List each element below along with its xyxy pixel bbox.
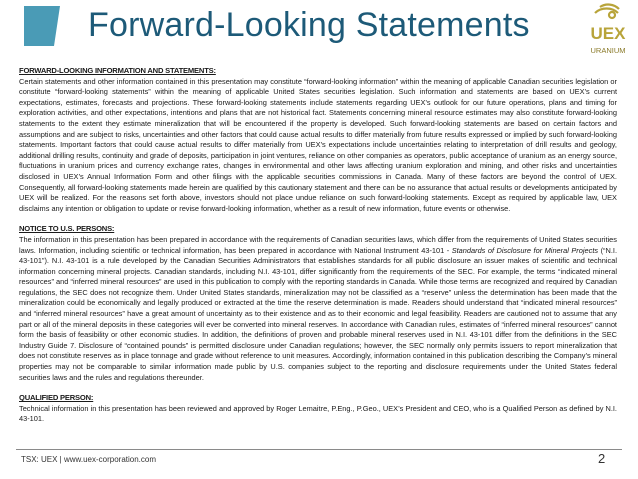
ni-43-101-title: Standards of Disclosure for Mineral Projects bbox=[451, 245, 599, 255]
footer-text: TSX: UEX | www.uex-corporation.com bbox=[21, 455, 157, 464]
section-heading-forward-looking: FORWARD-LOOKING INFORMATION AND STATEMENTS: bbox=[19, 66, 216, 75]
svg-text:UEX: UEX bbox=[590, 24, 626, 43]
section-heading-qualified-person: QUALIFIED PERSON: bbox=[19, 393, 94, 403]
disclaimer-body bbox=[19, 66, 617, 425]
slide-title: Forward-Looking Statements bbox=[88, 6, 530, 44]
page-number: 2 bbox=[598, 451, 606, 466]
us-persons-paragraph bbox=[19, 235, 617, 383]
us-persons-intro: The information in this presentation has been prepared in accordance with the requirements of Canadian securities laws, which differ from the requirements of United States securities laws. Information, including scientific or technical information, has been prepared in accordance with National Instrument 43-101 - bbox=[19, 234, 617, 255]
title-accent-bar bbox=[24, 6, 60, 46]
uex-logo bbox=[586, 1, 630, 63]
us-persons-rest: (“N.I. 43-101”). N.I. 43-101 is a rule developed by the Canadian Securities Administrators that establishes standards for all public disclosure an issuer makes of scientific and technical information concerning mineral projects. Canadian standards, including N.I. 43-101, differ significantly from the requirements of the SEC. For example, the terms “indicated mineral resources” and “inferred mineral resources” are used in this publication to comply with the reporting standards in Canada. While those terms are recognized and required by Canadian regulations, the SEC does not recognize them. Under United States standards, mineralization may not be classified as a “reserve” unless the determination has been made that the mineralization could be economically and legally produced or extracted at the time the reserve determination is made. Readers should understand that “indicated mineral resources” and “inferred mineral resources” have a great amount of uncertainty as to their existence and as to their economic and legal feasibility. Readers are cautioned not to assume that any part or all of the mineral deposits in these categories will ever be converted into mineral reserves. In accordance with Canadian rules, estimates of “inferred mineral resources” cannot form the basis of feasibility or other economic studies. In addition, the definitions of proven and probable mineral reserves used in N.I. 43-101 differ from the definitions in the SEC Industry Guide 7. Disclosure of “contained pounds” is permitted disclosure under Canadian regulations; however, the SEC normally only permits issuers to report mineralization that does not constitute reserves as in place tonnage and grade without reference to unit measures. Accordingly, information contained in this publication describing the Company’s mineral properties may not be comparable to similar information made public by U.S. companies subject to the reporting and disclosure requirements under the United States federal securities laws and the rules and regulations thereunder. bbox=[19, 245, 617, 382]
section-heading-us-persons: NOTICE TO U.S. PERSONS: bbox=[19, 224, 115, 234]
forward-looking-paragraph: Certain statements and other information contained in this presentation may constitute “forward-looking information” within the meaning of applicable Canadian securities legislation or constitute “forward-looking statements” within the meaning of applicable United States securities legislation. Such information and statements are based on UEX’s current expectations, estimates, forecasts and projections. These forward-looking statements include statements regarding UEX’s outlook for our future operations, plans and timing for exploration activities, and other expectations, intentions and plans that are not historical fact. Statements concerning mineral resource estimates may also constitute forward-looking statements to the extent they estimate mineralization that will be encountered if the property is developed. Such forward-looking statements are based on certain factors and assumptions and are subject to risks, uncertainties and other factors that could cause actual results to differ materially from future results expressed or implied by such forward-looking statements. Important factors that could cause actual results to differ materially from UEX’s expectations include uncertainties relating to interpretation of drill results and geology, additional drilling results, continuity and grade of deposits, participation in joint ventures, reliance on other companies as operators, public acceptance of uranium as an energy source, fluctuations in uranium prices and currency exchange rates, changes in environmental and other laws affecting uranium exploration and mining, and other risks and uncertainties disclosed in UEX’s Annual Information Form and other filings with the applicable securities commissions in Canada. Many of these factors are beyond the control of UEX. Consequently, all forward-looking statements made herein are qualified by this cautionary statement and there can be no assurance that actual results or developments anticipated by UEX will be realized. For the reasons set forth above, investors should not place undue reliance on such forward-looking statements. Except as required by applicable law, UEX disclaims any intention or obligation to update or revise forward-looking information, whether as a result of new information, future events or otherwise. bbox=[19, 76, 617, 213]
qualified-person-paragraph: Technical information in this presentation has been reviewed and approved by Roger Lemaitre, P.Eng., P.Geo., UEX’s President and CEO, who is a Qualified Person as defined by N.I. 43-101. bbox=[19, 403, 617, 424]
svg-text:URANIUM: URANIUM bbox=[590, 46, 626, 55]
footer-divider bbox=[16, 449, 622, 450]
